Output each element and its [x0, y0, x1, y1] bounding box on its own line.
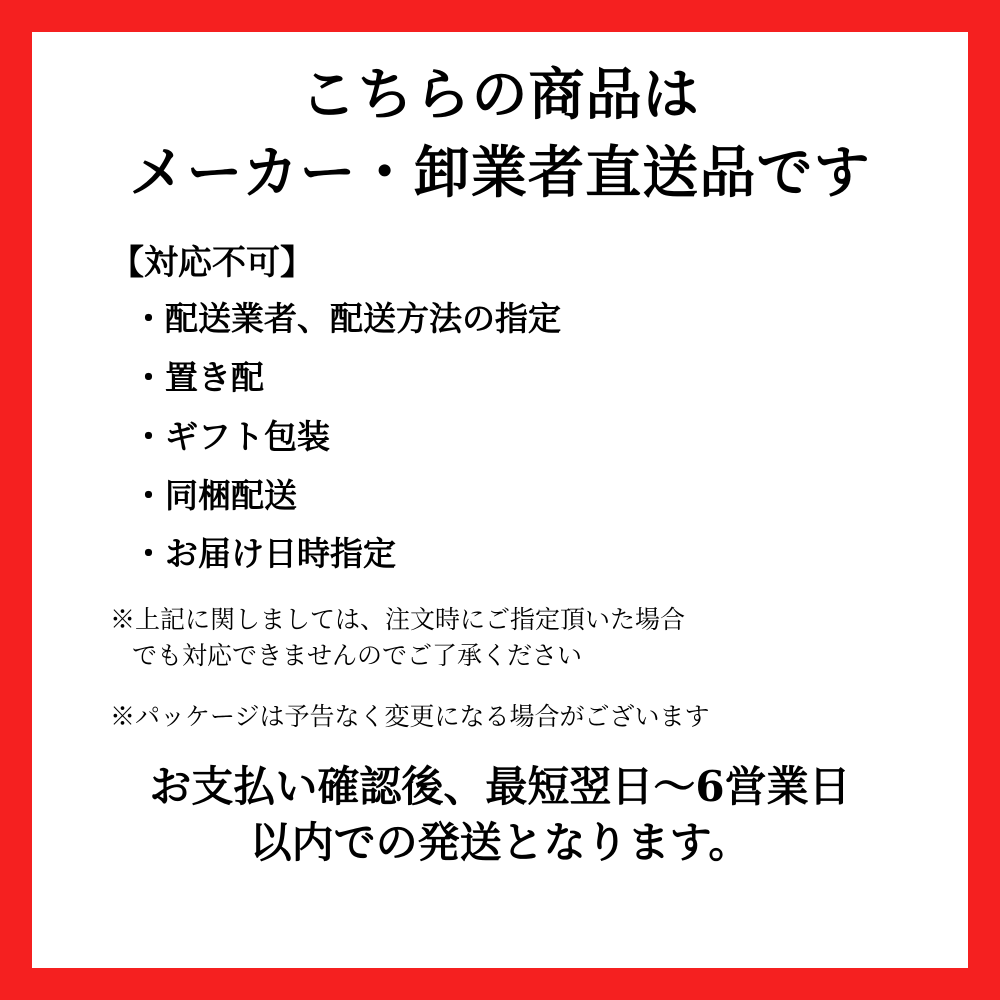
note-package-change: ※パッケージは予告なく変更になる場合がございます [110, 702, 710, 732]
list-item: ・お届け日時指定 [132, 534, 396, 574]
shipping-time-line-1: お支払い確認後、最短翌日〜6営業日 [149, 762, 851, 812]
unsupported-list [110, 290, 890, 584]
page-title-line-1: こちらの商品は [300, 62, 700, 128]
list-item: ・ギフト包装 [132, 416, 330, 456]
note-disclaimer-line-1: ※上記に関しましては、注文時にご指定頂いた場合 [110, 605, 686, 635]
restrictions-block [32, 235, 968, 733]
note-disclaimer [110, 602, 890, 673]
shipping-time-line-2: 以内での発送となります。 [249, 818, 751, 868]
list-item: ・配送業者、配送方法の指定 [132, 299, 561, 339]
list-item: ・同梱配送 [132, 475, 297, 515]
notice-card [32, 32, 968, 968]
page-title-line-2: メーカー・卸業者直送品です [129, 139, 871, 206]
shipping-time-notice [32, 759, 968, 872]
note-disclaimer-line-2: でも対応できませんのでご了承ください [132, 640, 583, 670]
list-item: ・置き配 [132, 358, 264, 398]
section-title-unsupported: 【対応不可】 [110, 243, 314, 284]
